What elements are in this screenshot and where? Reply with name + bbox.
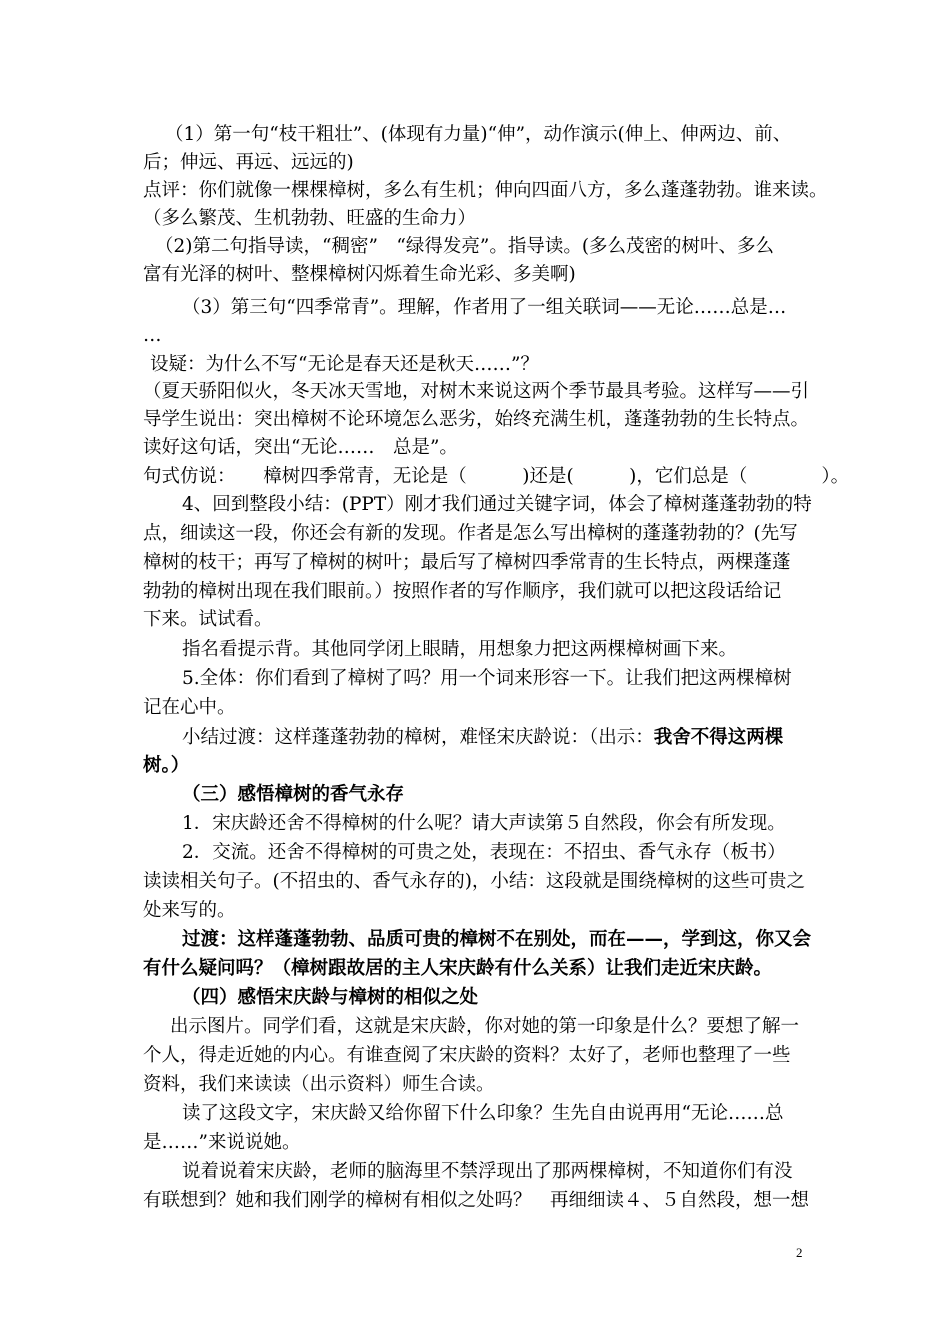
text-line: 过渡：这样蓬蓬勃勃、品质可贵的樟树不在别处，而在——，学到这，你又会 xyxy=(182,929,812,950)
text-line: 记在心中。 xyxy=(143,697,236,718)
text-line: 5.全体：你们看到了樟树了吗？用一个词来形容一下。让我们把这两棵樟树 xyxy=(182,668,792,689)
text-line: 樟树的枝干；再写了樟树的树叶；最后写了樟树四季常青的生长特点，两棵蓬蓬 xyxy=(143,552,791,573)
text-line: 富有光泽的树叶、整棵樟树闪烁着生命光彩、多美啊) xyxy=(143,264,576,285)
text-line: 处来写的。 xyxy=(143,900,236,921)
text-line: 读读相关句子。(不招虫的、香气永存的)，小结：这段就是围绕樟树的这些可贵之 xyxy=(143,871,805,892)
text-line: 点，细读这一段，你还会有新的发现。作者是怎么写出樟树的蓬蓬勃勃的？(先写 xyxy=(143,523,798,544)
text-line: 说着说着宋庆龄，老师的脑海里不禁浮现出了那两棵樟树，不知道你们有没 xyxy=(182,1161,793,1182)
text-line: （2)第二句指导读，“稠密” “绿得发亮”。指导读。(多么茂密的树叶、多么 xyxy=(155,236,775,257)
text-line: 读了这段文字，宋庆龄又给你留下什么印象？生先自由说再用“无论……总 xyxy=(182,1103,784,1124)
text-line: 2．交流。还舍不得樟树的可贵之处，表现在：不招虫、香气永存（板书） xyxy=(182,842,786,863)
text-line: 导学生说出：突出樟树不论环境怎么恶劣，始终充满生机，蓬蓬勃勃的生长特点。 xyxy=(143,409,810,430)
text-line: 有联想到？她和我们刚学的樟树有相似之处吗？ 再细细读４、５自然段，想一想 xyxy=(143,1190,810,1211)
text-line: （夏天骄阳似火，冬天冰天雪地，对树木来说这两个季节最具考验。这样写——引 xyxy=(143,381,810,402)
text-line: 是……”来说说她。 xyxy=(143,1132,301,1153)
bold-quote: 我舍不得这两棵 xyxy=(653,727,784,748)
text-line: 有什么疑问吗？（樟树跟故居的主人宋庆龄有什么关系）让我们走近宋庆龄。 xyxy=(143,958,773,979)
text-run: 小结过渡：这样蓬蓬勃勃的樟树，难怪宋庆龄说：（出示： xyxy=(182,727,654,748)
text-line xyxy=(182,724,783,752)
text-line: 树。） xyxy=(143,755,190,776)
text-line: 个人，得走近她的内心。有谁查阅了宋庆龄的资料？太好了，老师也整理了一些 xyxy=(143,1045,791,1066)
text-line: 下来。试试看。 xyxy=(143,609,273,630)
text-line: 1．宋庆龄还舍不得樟树的什么呢？请大声读第５自然段，你会有所发现。 xyxy=(182,813,786,834)
text-line: 句式仿说： 樟树四季常青，无论是（ )还是( )，它们总是（ ）。 xyxy=(143,466,850,487)
text-line: 出示图片。同学们看，这就是宋庆龄，你对她的第一印象是什么？要想了解一 xyxy=(170,1016,800,1037)
page-number: 2 xyxy=(796,1245,803,1260)
text-line: 勃勃的樟树出现在我们眼前。）按照作者的写作顺序，我们就可以把这段话给记 xyxy=(143,581,782,602)
text-line: … xyxy=(143,325,162,346)
text-line: 后；伸远、再远、远远的) xyxy=(143,152,354,173)
text-line: 4、回到整段小结：(PPT）刚才我们通过关键字词，体会了樟树蓬蓬勃勃的特 xyxy=(182,494,812,515)
section-heading: （四）感悟宋庆龄与樟树的相似之处 xyxy=(182,987,479,1008)
text-line: 读好这句话，突出“无论…… 总是”。 xyxy=(143,437,458,458)
text-line: （1）第一句“枝干粗壮”、(体现有力量)“伸”，动作演示(伸上、伸两边、前、 xyxy=(165,124,792,145)
text-line: 设疑：为什么不写“无论是春天还是秋天……”？ xyxy=(150,354,539,375)
text-line: 点评：你们就像一棵棵樟树，多么有生机；伸向四面八方，多么蓬蓬勃勃。谁来读。 xyxy=(143,180,828,201)
text-line: （3）第三句“四季常青”。理解，作者用了一组关联词——无论……总是… xyxy=(182,297,787,318)
text-line: 资料，我们来读读（出示资料）师生合读。 xyxy=(143,1074,495,1095)
text-line: （多么繁茂、生机勃勃、旺盛的生命力） xyxy=(143,208,477,229)
text-line: 指名看提示背。其他同学闭上眼睛，用想象力把这两棵樟树画下来。 xyxy=(182,639,738,660)
section-heading: （三）感悟樟树的香气永存 xyxy=(182,784,405,805)
